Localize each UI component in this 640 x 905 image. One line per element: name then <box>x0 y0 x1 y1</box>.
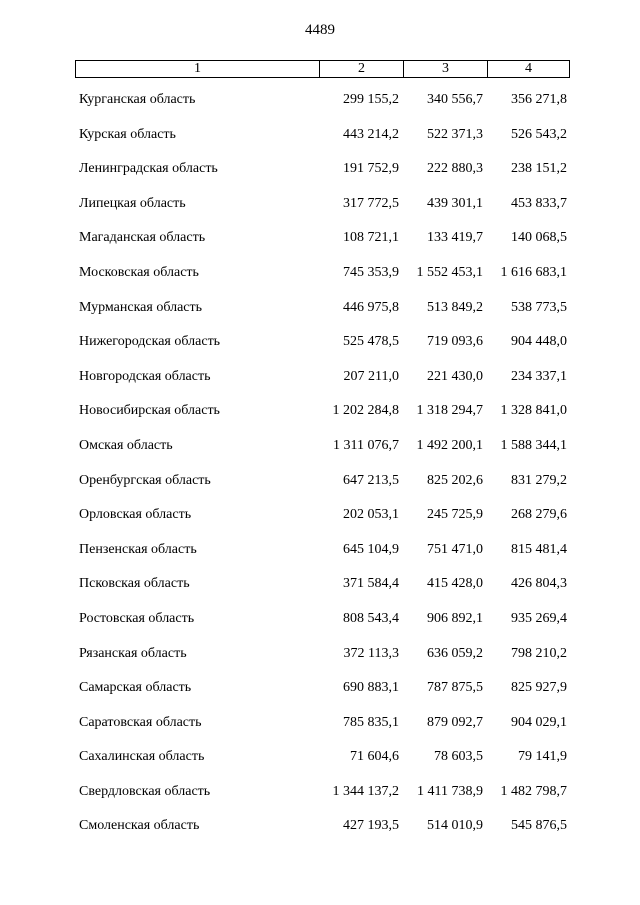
table-row <box>0 261 640 296</box>
value-col-3: 751 471,0 <box>427 541 483 557</box>
region-name: Курская область <box>79 126 176 142</box>
region-name: Самарская область <box>79 680 192 696</box>
value-col-4: 140 068,5 <box>511 230 567 246</box>
table-row <box>0 192 640 227</box>
value-col-4: 453 833,7 <box>511 195 567 211</box>
value-col-3: 906 892,1 <box>427 610 483 626</box>
region-name: Ростовская область <box>79 610 195 626</box>
table-row <box>0 607 640 642</box>
value-col-2: 645 104,9 <box>343 541 399 557</box>
table-row <box>0 226 640 261</box>
column-header-3: 3 <box>404 61 488 77</box>
table-row <box>0 88 640 123</box>
value-col-4: 815 481,4 <box>511 541 567 557</box>
value-col-3: 879 092,7 <box>427 714 483 730</box>
value-col-2: 427 193,5 <box>343 818 399 834</box>
value-col-3: 245 725,9 <box>427 507 483 523</box>
value-col-2: 745 353,9 <box>343 264 399 280</box>
value-col-4: 904 448,0 <box>511 334 567 350</box>
value-col-4: 426 804,3 <box>511 576 567 592</box>
table-row <box>0 123 640 158</box>
region-name: Магаданская область <box>79 230 206 246</box>
value-col-2: 1 202 284,8 <box>332 403 399 419</box>
value-col-4: 825 927,9 <box>511 680 567 696</box>
value-col-4: 935 269,4 <box>511 610 567 626</box>
value-col-4: 238 151,2 <box>511 161 567 177</box>
value-col-3: 825 202,6 <box>427 472 483 488</box>
table-row <box>0 503 640 538</box>
table-row <box>0 780 640 815</box>
region-name: Псковская область <box>79 576 190 592</box>
value-col-3: 522 371,3 <box>427 126 483 142</box>
table-row <box>0 538 640 573</box>
value-col-3: 787 875,5 <box>427 680 483 696</box>
column-header-1: 1 <box>76 61 320 77</box>
column-header-2: 2 <box>320 61 404 77</box>
value-col-2: 71 604,6 <box>350 749 399 765</box>
value-col-4: 538 773,5 <box>511 299 567 315</box>
region-name: Сахалинская область <box>79 749 205 765</box>
value-col-3: 513 849,2 <box>427 299 483 315</box>
value-col-3: 415 428,0 <box>427 576 483 592</box>
value-col-4: 904 029,1 <box>511 714 567 730</box>
value-col-3: 78 603,5 <box>434 749 483 765</box>
value-col-2: 647 213,5 <box>343 472 399 488</box>
value-col-4: 798 210,2 <box>511 645 567 661</box>
region-name: Курганская область <box>79 92 196 107</box>
value-col-4: 831 279,2 <box>511 472 567 488</box>
region-name: Пензенская область <box>79 541 197 557</box>
table-row <box>0 745 640 780</box>
region-name: Новгородская область <box>79 368 211 384</box>
table-row <box>0 711 640 746</box>
value-col-4: 545 876,5 <box>511 818 567 834</box>
table-header <box>75 60 570 78</box>
value-col-2: 207 211,0 <box>343 368 399 384</box>
page-number: 4489 <box>305 22 335 38</box>
value-col-4: 356 271,8 <box>511 92 567 107</box>
table-row <box>0 157 640 192</box>
value-col-3: 340 556,7 <box>427 92 483 107</box>
value-col-4: 1 588 344,1 <box>500 437 567 453</box>
region-name: Оренбургская область <box>79 472 211 488</box>
value-col-2: 690 883,1 <box>343 680 399 696</box>
table-row <box>0 469 640 504</box>
value-col-3: 221 430,0 <box>427 368 483 384</box>
region-name: Смоленская область <box>79 818 200 834</box>
value-col-2: 202 053,1 <box>343 507 399 523</box>
value-col-3: 1 492 200,1 <box>416 437 483 453</box>
value-col-2: 371 584,4 <box>343 576 399 592</box>
table-row <box>0 296 640 331</box>
value-col-3: 439 301,1 <box>427 195 483 211</box>
region-name: Орловская область <box>79 507 192 523</box>
region-name: Липецкая область <box>79 195 186 211</box>
value-col-3: 1 318 294,7 <box>416 403 483 419</box>
value-col-3: 636 059,2 <box>427 645 483 661</box>
value-col-2: 191 752,9 <box>343 161 399 177</box>
value-col-3: 514 010,9 <box>427 818 483 834</box>
region-name: Новосибирская область <box>79 403 220 419</box>
table-row <box>0 399 640 434</box>
table-row <box>0 814 640 849</box>
value-col-3: 222 880,3 <box>427 161 483 177</box>
value-col-4: 1 328 841,0 <box>500 403 567 419</box>
table-row <box>0 365 640 400</box>
table-row <box>0 676 640 711</box>
value-col-2: 446 975,8 <box>343 299 399 315</box>
value-col-3: 1 552 453,1 <box>416 264 483 280</box>
table-body <box>0 88 640 849</box>
value-col-2: 1 311 076,7 <box>333 437 399 453</box>
value-col-4: 526 543,2 <box>511 126 567 142</box>
region-name: Свердловская область <box>79 783 211 799</box>
column-header-4: 4 <box>525 61 532 76</box>
region-name: Омская область <box>79 437 173 453</box>
value-col-4: 234 337,1 <box>511 368 567 384</box>
value-col-2: 299 155,2 <box>343 92 399 107</box>
value-col-4: 1 482 798,7 <box>500 783 567 799</box>
region-name: Ленинградская область <box>79 161 218 177</box>
value-col-3: 719 093,6 <box>427 334 483 350</box>
region-name: Нижегородская область <box>79 334 221 350</box>
value-col-4: 79 141,9 <box>518 749 567 765</box>
value-col-2: 525 478,5 <box>343 334 399 350</box>
value-col-2: 372 113,3 <box>343 645 399 661</box>
value-col-2: 443 214,2 <box>343 126 399 142</box>
value-col-2: 785 835,1 <box>343 714 399 730</box>
value-col-4: 268 279,6 <box>511 507 567 523</box>
region-name: Мурманская область <box>79 299 203 315</box>
region-name: Московская область <box>79 264 199 280</box>
region-name: Рязанская область <box>79 645 187 661</box>
table-row <box>0 330 640 365</box>
value-col-3: 133 419,7 <box>427 230 483 246</box>
value-col-4: 1 616 683,1 <box>500 264 567 280</box>
value-col-2: 1 344 137,2 <box>332 783 399 799</box>
value-col-2: 317 772,5 <box>343 195 399 211</box>
region-name: Саратовская область <box>79 714 202 730</box>
table-row <box>0 642 640 677</box>
value-col-2: 808 543,4 <box>343 610 399 626</box>
value-col-3: 1 411 738,9 <box>417 783 483 799</box>
table-row <box>0 434 640 469</box>
table-row <box>0 572 640 607</box>
value-col-2: 108 721,1 <box>343 230 399 246</box>
